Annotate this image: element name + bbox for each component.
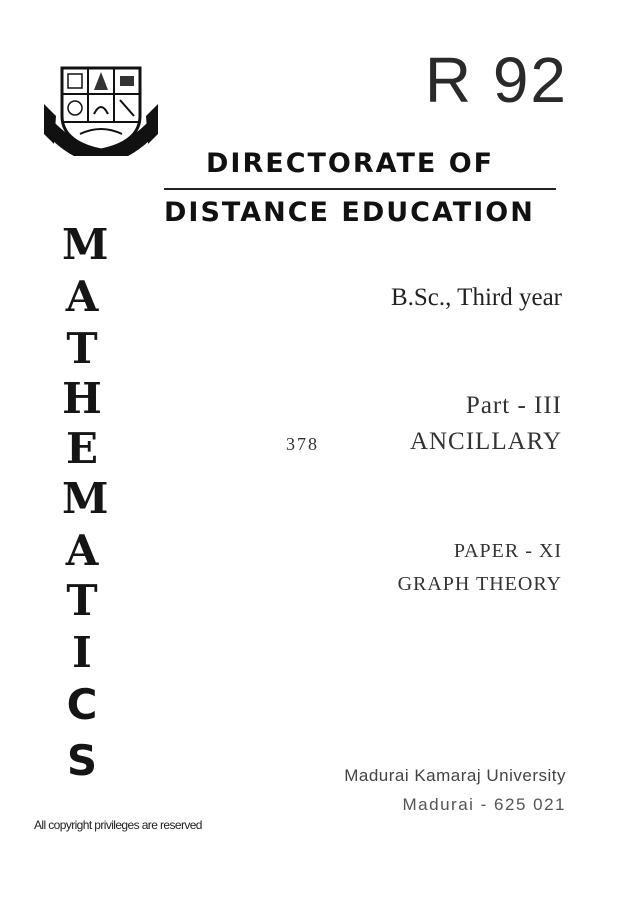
directorate-subtitle: DISTANCE EDUCATION <box>164 197 535 228</box>
vertical-letter: T <box>66 324 98 373</box>
course-number: 378 <box>286 434 319 454</box>
university-address: Madurai - 625 021 <box>402 795 566 814</box>
ancillary-label: ANCILLARY <box>409 428 562 455</box>
vertical-letter: M <box>62 220 109 269</box>
course-year: B.Sc., Third year <box>390 284 562 311</box>
part-label: Part - III <box>465 392 562 419</box>
vertical-letter: A <box>65 526 99 575</box>
vertical-letter: S <box>66 736 98 785</box>
title-divider <box>164 188 556 190</box>
directorate-title: DIRECTORATE OF <box>206 148 495 179</box>
subject-title: GRAPH THEORY <box>397 573 562 595</box>
vertical-letter: M <box>62 474 109 523</box>
vertical-letter: I <box>72 628 92 677</box>
vertical-letter: T <box>66 576 98 625</box>
university-name: Madurai Kamaraj University <box>344 766 566 785</box>
vertical-letter: C <box>66 680 98 729</box>
document-code: R 92 <box>424 44 568 116</box>
vertical-letter: E <box>65 424 98 473</box>
vertical-letter: H <box>62 374 102 423</box>
copyright-notice: All copyright privileges are reserved <box>34 818 202 832</box>
university-emblem-icon <box>40 64 162 156</box>
vertical-letter: A <box>65 272 99 321</box>
paper-label: PAPER - XI <box>453 540 562 562</box>
